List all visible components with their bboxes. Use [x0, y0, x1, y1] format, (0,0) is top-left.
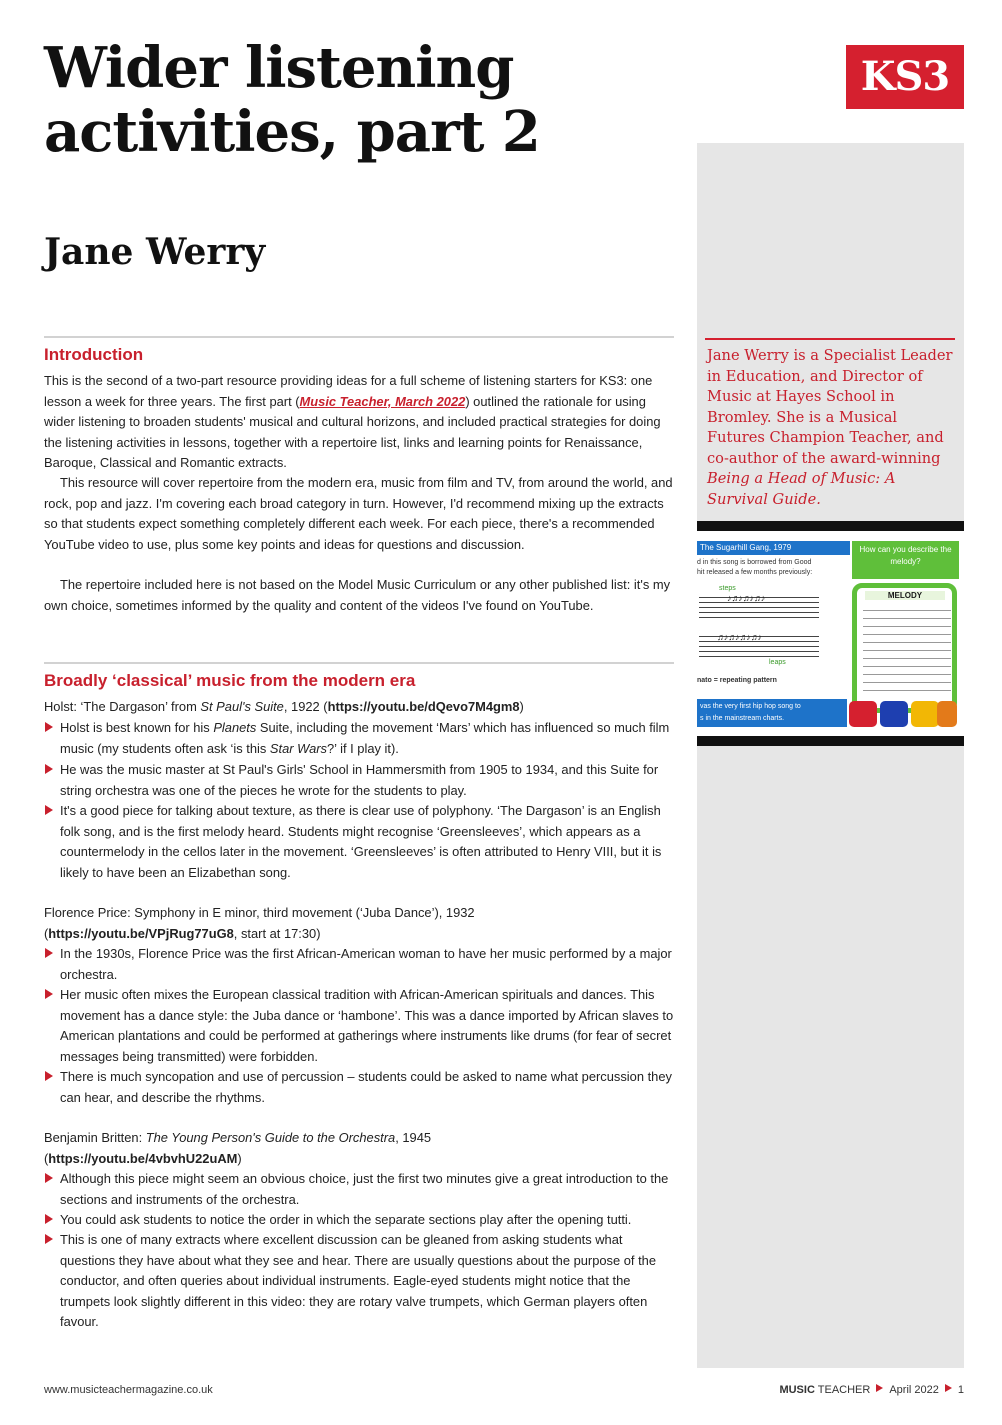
price-paren: ( [44, 925, 49, 941]
bullet-italic: Planets [213, 720, 257, 735]
list-item [44, 944, 676, 985]
britten-video-link[interactable]: https://youtu.be/4vbvhU22uAM [48, 1150, 238, 1166]
holst-year: , 1922 ( [283, 699, 328, 714]
bullet-icon [45, 1234, 53, 1244]
holst-work: St Paul's Suite [200, 699, 284, 714]
britten-composer: Benjamin Britten: [44, 1130, 146, 1145]
list-item [44, 985, 676, 1067]
bullet-text: You could ask students to notice the order in which the separate sections play after the opening tutti. [60, 1212, 632, 1227]
hexagon-icon [849, 701, 877, 727]
lesson-slide-thumbnail [697, 521, 964, 746]
slide-text-line: d in this song is borrowed from Good [697, 559, 812, 566]
bullet-italic: Star Wars [269, 740, 327, 756]
bullet-text: There is much syncopation and use of percussion – students could be asked to name what percussion they can hear, and describe the rhythms. [60, 1069, 672, 1105]
britten-work: The Young Person's Guide to the Orchestra [145, 1130, 396, 1145]
ks3-badge: KS3 [846, 45, 964, 109]
page-number: 1 [957, 1384, 964, 1396]
hexagon-icon [911, 701, 939, 727]
bio-book-title: Being a Head of Music: A Survival Guide. [707, 470, 896, 508]
price-intro [44, 903, 676, 944]
list-item [44, 1230, 676, 1333]
hexagon-icon [937, 701, 957, 727]
bullet-text: He was the music master at St Paul's Girls' School in Hammersmith from 1905 to 1934, and this Suite for string orchestra was one of the pieces he wrote for the students to play. [60, 762, 659, 798]
music-notes: ♫♪♫♪♫♪♫♪ [717, 632, 762, 642]
bullet-text: In the 1930s, Florence Price was the first African-American woman to have her music performed by a major orchestra. [60, 946, 672, 982]
section-divider [44, 662, 674, 664]
issue-date: April 2022 [889, 1384, 939, 1396]
section-heading-introduction: Introduction [44, 345, 144, 364]
intro-text: ) outlined the rationale for using wider listening to broaden students' musical and cultural horizons, and included practical strategies for doing the listening activities in lessons, together with a repertoire list, links and learning points for Renaissance, Baroque, Classical and Romantic extracts. [44, 393, 661, 470]
magazine-name-bold: MUSIC [779, 1384, 815, 1396]
britten-year: , 1945 [395, 1130, 432, 1145]
price-video-link[interactable]: https://youtu.be/VPjRug77uG8 [48, 925, 234, 941]
slide-footer-line: s in the mainstream charts. [700, 715, 785, 722]
intro-paragraph-1 [44, 371, 676, 474]
holst-intro [44, 697, 676, 718]
britten-paren: ( [44, 1150, 49, 1166]
bullet-icon [45, 1214, 53, 1224]
bullet-text: ?’ if I play it). [326, 740, 399, 756]
bullet-icon [45, 1071, 53, 1081]
list-item [44, 760, 676, 801]
list-item [44, 718, 676, 759]
slide-header: The Sugarhill Gang, 1979 [697, 541, 850, 555]
section-heading-classical: Broadly ‘classical’ music from the modern era [44, 671, 416, 690]
britten-intro [44, 1128, 676, 1169]
bio-divider [705, 338, 955, 340]
slide-footer [697, 699, 847, 727]
bullet-text: Holst is best known for his [60, 720, 214, 735]
author-name: Jane Werry [44, 231, 266, 273]
leaps-label: leaps [769, 659, 786, 666]
ostinato-label: nato = repeating pattern [697, 677, 777, 684]
steps-label: steps [719, 585, 736, 592]
price-start-time: , start at 17:30) [233, 925, 321, 941]
bullet-text: This is one of many extracts where excellent discussion can be gleaned from asking students what questions they have about what they see and hear. There are usually questions about the purpose of the conductor, and often queries about individual instruments. Eagle-eyed students might notice that the trumpets look slightly different in this video: they are rotary valve trumpets, which German players often favour. [60, 1232, 657, 1329]
bullet-text: Although this piece might seem an obvious choice, just the first two minutes give a great introduction to the sections and instruments of the orchestra. [60, 1171, 669, 1207]
slide-footer-line: vas the very first hip hop song to [700, 703, 801, 710]
holst-composer: Holst: ‘The Dargason’ from [44, 699, 201, 714]
intro-paragraph-2: This resource will cover repertoire from the modern era, music from film and TV, from around the world, and rock, pop and jazz. I'm covering each broad category in turn. However, I'd recommend mixing up the extracts so that students expect something completely different each week. For each piece, there's a recommended YouTube video to use, plus some key points and ideas for questions and discussion. [44, 475, 673, 552]
footer-arrow-icon [945, 1384, 952, 1392]
magazine-name-rest: TEACHER [814, 1384, 871, 1396]
intro-paragraph-3: The repertoire included here is not based on the Model Music Curriculum or any other published list: it's my own choice, sometimes informed by the quality and content of the videos I've found on YouTube. [44, 577, 671, 613]
bullet-icon [45, 1173, 53, 1183]
music-teacher-march-link[interactable]: Music Teacher, March 2022 [299, 393, 466, 409]
list-item [44, 1169, 676, 1210]
music-notes: ♪♫♪♫♪♫♪ [727, 593, 766, 603]
melody-list [863, 610, 951, 698]
bullet-icon [45, 948, 53, 958]
bullet-icon [45, 722, 53, 732]
page-title: Wider listening activities, part 2 [44, 35, 540, 165]
footer-arrow-icon [876, 1384, 883, 1392]
footer-masthead [752, 1384, 964, 1396]
britten-paren: ) [237, 1150, 242, 1166]
hexagon-icon [880, 701, 908, 727]
author-bio [707, 346, 959, 510]
holst-video-link[interactable]: https://youtu.be/dQevo7M4gm8 [327, 699, 520, 714]
slide-question: How can you describe the melody? [852, 541, 959, 579]
holst-paren: ) [519, 699, 524, 714]
bullet-text: Suite, including the movement ‘Mars’ which has influenced so much film music (my students often ask ‘is this [60, 720, 670, 756]
bullet-text: It's a good piece for talking about texture, as there is clear use of polyphony. ‘The Dargason’ is an English folk song, and is the first melody heard. Students might recognise ‘Greensleeves’, which appears as a countermelody in the cellos later in the movement. ‘Greensleeves’ is often attributed to Henry VIII, but it is likely to have been an Elizabethan song. [60, 803, 662, 880]
intro-text: This is the second of a two-part resource providing ideas for a full scheme of listening starters for KS3: one lesson a week for three years. The first part ( [44, 373, 653, 409]
bio-text: Jane Werry is a Specialist Leader in Education, and Director of Music at Hayes School in Bromley. She is a Musical Futures Champion Teacher, and co-author of the award-winning [707, 347, 953, 467]
list-item [44, 1067, 676, 1108]
melody-heading: MELODY [865, 591, 945, 600]
list-item [44, 801, 676, 883]
price-composer: Florence Price: Symphony in E minor, third movement (‘Juba Dance’), 1932 [44, 905, 475, 920]
bullet-icon [45, 764, 53, 774]
bullet-icon [45, 805, 53, 815]
list-item [44, 1210, 676, 1231]
website-url[interactable]: www.musicteachermagazine.co.uk [44, 1384, 213, 1396]
bullet-text: Her music often mixes the European classical tradition with African-American spirituals and dances. This movement has a dance style: the Juba dance or ‘hambone’. This was a dance imported by African slaves to American plantations and could be performed at gatherings where instruments like drums (for fear of secret messages being transmitted) were forbidden. [60, 987, 674, 1064]
sidebar-panel [697, 143, 964, 1368]
section-divider [44, 336, 674, 338]
bullet-icon [45, 989, 53, 999]
slide-text-line: hit released a few months previously: [697, 569, 813, 576]
melody-box [852, 583, 957, 713]
